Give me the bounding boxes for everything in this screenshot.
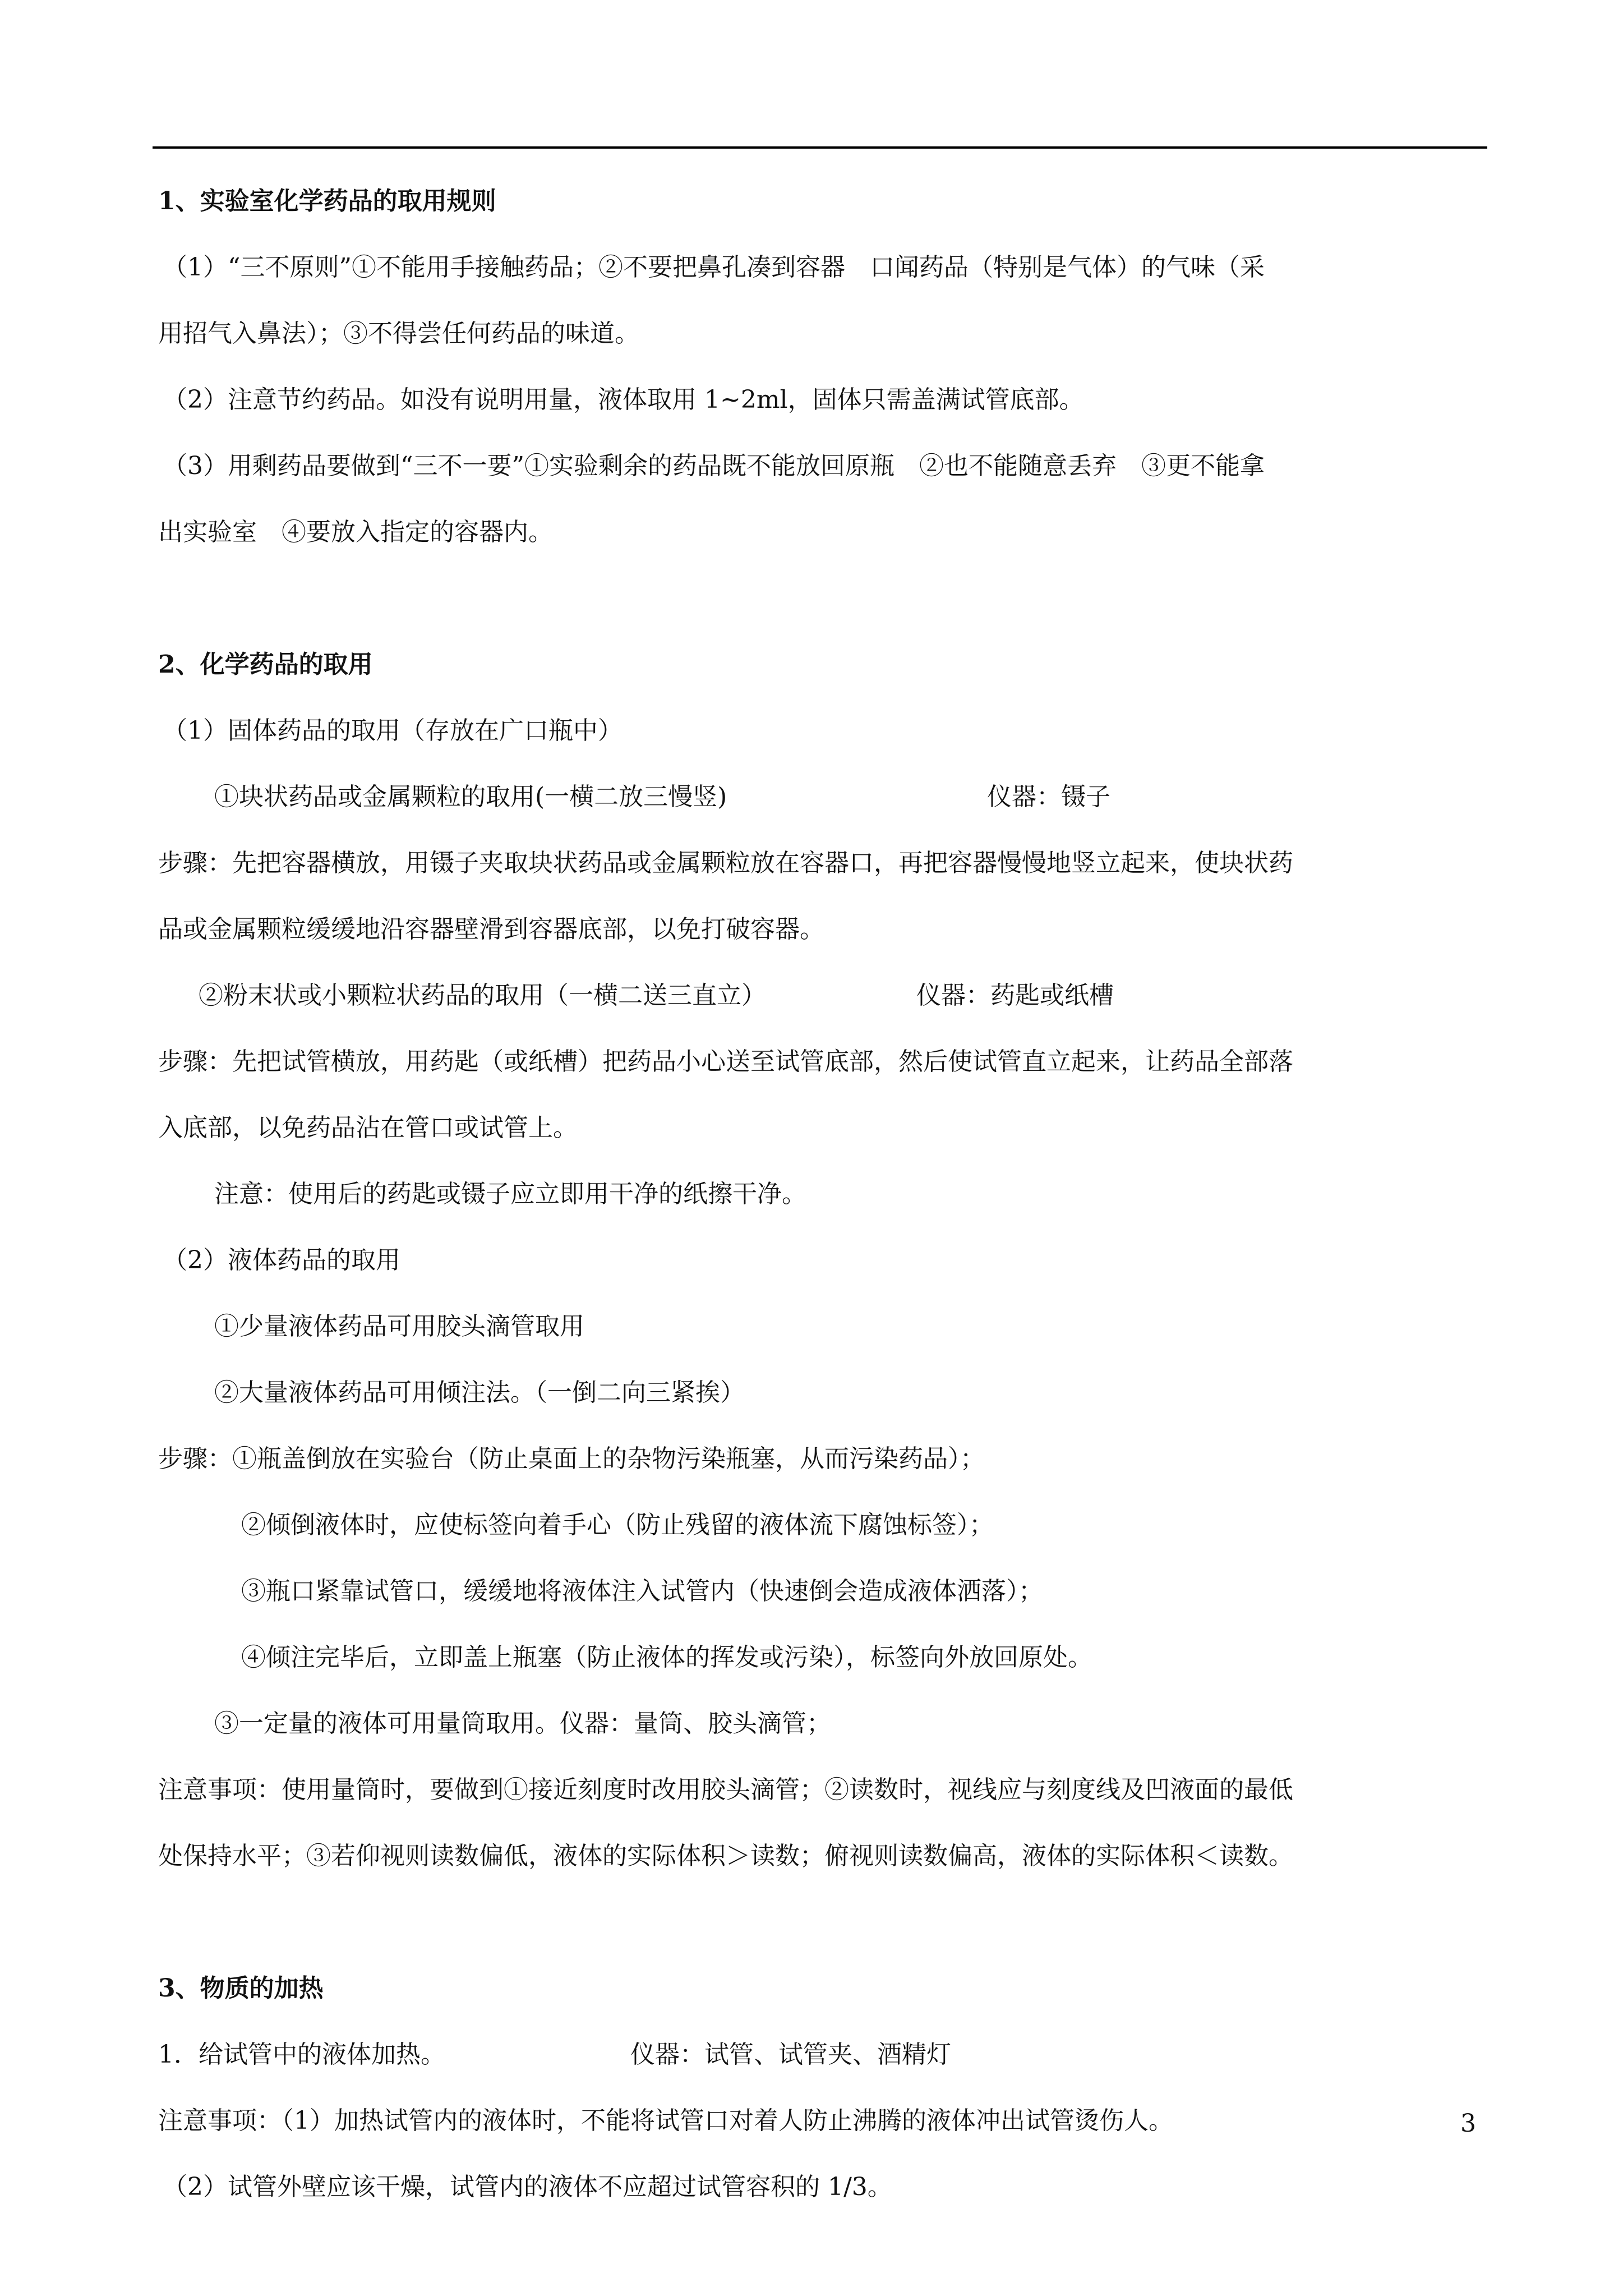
cylinder-note-a: 注意事项：使用量筒时，要做到①接近刻度时改用胶头滴管；②读数时，视线应与刻度线及凹液面的最低 [158, 1775, 1293, 1804]
liquid-measured: ③一定量的液体可用量筒取用。仪器：量筒、胶头滴管； [214, 1709, 831, 1738]
rule1-line-b: 用招气入鼻法）；③不得尝任何药品的味道。 [158, 319, 639, 348]
rule2-line: （2）注意节约药品。如没有说明用量，液体取用 1~2ml，固体只需盖满试管底部。 [163, 385, 1084, 414]
rule1-line-a: （1）“三不原则”①不能用手接触药品；②不要把鼻孔凑到容器 口闻药品（特别是气体）的气味（采 [163, 253, 1265, 282]
section3-heading: 3、物质的加热 [158, 1974, 324, 2003]
spacer [158, 565, 1493, 632]
powder-step-b: 入底部，以免药品沾在管口或试管上。 [158, 1114, 578, 1142]
rule3-line-b: 出实验室 ④要放入指定的容器内。 [158, 518, 553, 546]
liquid-large: ②大量液体药品可用倾注法。（一倒二向三紧挨） [214, 1378, 745, 1407]
block-step-a: 步骤：先把容器横放，用镊子夹取块状药品或金属颗粒放在容器口，再把容器慢慢地竖立起来，使块状药 [158, 849, 1293, 877]
page-number: 3 [1460, 2109, 1476, 2138]
rule3-line-a: （3）用剩药品要做到“三不一要”①实验剩余的药品既不能放回原瓶 ②也不能随意丢弃 ③更不能拿 [163, 452, 1265, 480]
powder-instrument: 仪器：药匙或纸槽 [916, 981, 1114, 1010]
liquid-title: （2）液体药品的取用 [163, 1246, 400, 1274]
pour-step-4: ④倾注完毕后，立即盖上瓶塞（防止液体的挥发或污染），标签向外放回原处。 [241, 1643, 1092, 1672]
block-step-b: 品或金属颗粒缓缓地沿容器壁滑到容器底部，以免打破容器。 [158, 915, 824, 944]
document-body [158, 168, 1493, 2220]
heat-instrument: 仪器：试管、试管夹、酒精灯 [630, 2040, 951, 2069]
pour-step-3: ③瓶口紧靠试管口，缓缓地将液体注入试管内（快速倒会造成液体洒落）； [241, 1577, 1043, 1605]
cylinder-note-b: 处保持水平；③若仰视则读数偏低，液体的实际体积＞读数；俯视则读数偏高，液体的实际体积＜读数。 [158, 1842, 1293, 1870]
block-title: ①块状药品或金属颗粒的取用(一横二放三慢竖) [214, 783, 727, 811]
solid-title: （1）固体药品的取用（存放在广口瓶中） [163, 716, 623, 745]
liquid-small: ①少量液体药品可用胶头滴管取用 [214, 1312, 584, 1341]
pour-step-2: ②倾倒液体时，应使标签向着手心（防止残留的液体流下腐蚀标签）； [241, 1511, 994, 1539]
section1-heading: 1、实验室化学药品的取用规则 [158, 187, 496, 215]
pour-step-1: 步骤：①瓶盖倒放在实验台（防止桌面上的杂物污染瓶塞，从而污染药品）； [158, 1444, 985, 1473]
block-row [158, 764, 1493, 830]
header-rule [153, 146, 1487, 149]
powder-row [158, 963, 1493, 1029]
block-instrument: 仪器：镊子 [987, 783, 1110, 811]
heat-row [158, 2022, 1493, 2088]
spoon-note: 注意：使用后的药匙或镊子应立即用干净的纸擦干净。 [214, 1180, 806, 1208]
heat-note-2: （2）试管外壁应该干燥，试管内的液体不应超过试管容积的 1/3。 [163, 2173, 892, 2201]
section2-heading: 2、化学药品的取用 [158, 650, 373, 679]
heat-note-1: 注意事项：（1）加热试管内的液体时，不能将试管口对着人防止沸腾的液体冲出试管烫伤人。 [158, 2106, 1173, 2135]
powder-title: ②粉末状或小颗粒状药品的取用（一横二送三直立） [199, 981, 766, 1010]
powder-step-a: 步骤：先把试管横放，用药匙（或纸槽）把药品小心送至试管底部，然后使试管直立起来，让药品全部落 [158, 1047, 1293, 1076]
spacer [158, 1889, 1493, 1955]
heat-title: 1．给试管中的液体加热。 [158, 2040, 445, 2069]
